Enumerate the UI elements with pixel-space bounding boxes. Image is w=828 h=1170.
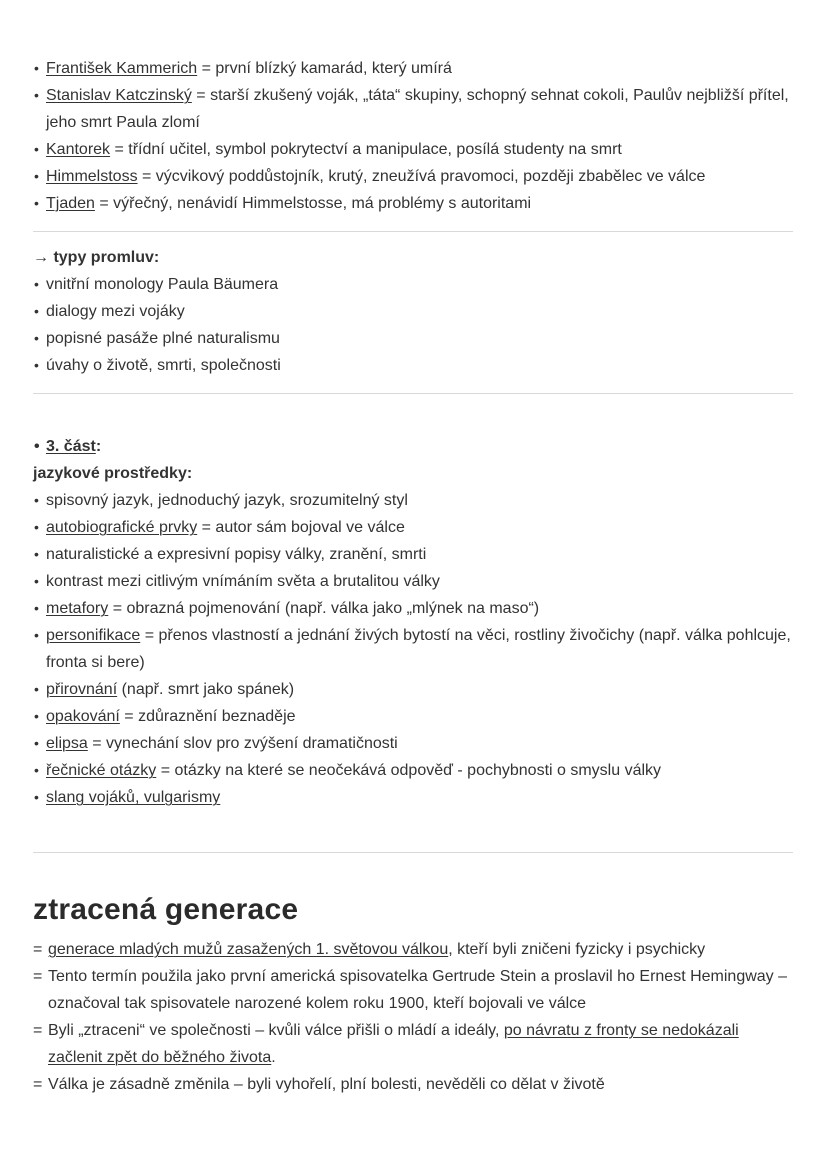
- list-item: [33, 595, 793, 622]
- ztracena-generace-list: [33, 936, 793, 1098]
- text-segment: Himmelstoss: [46, 168, 138, 185]
- jazykove-prostredky-list: [33, 487, 793, 811]
- text-segment: dialogy mezi vojáky: [46, 303, 185, 320]
- text-segment: personifikace: [46, 627, 141, 644]
- page-title-ztracena-generace: [33, 890, 793, 929]
- text-segment: kontrast mezi citlivým vnímáním světa a brutalitou války: [46, 573, 440, 590]
- blank-line-1: [33, 406, 793, 433]
- list-item: [33, 190, 793, 217]
- section-heading-jazykove-prostredky: [33, 460, 793, 487]
- list-item: [33, 433, 793, 460]
- list-item: [33, 487, 793, 514]
- text-segment: = první blízký kamarád, který umírá: [197, 60, 452, 77]
- document-body: [33, 55, 793, 1098]
- text-segment: = obrazná pojmenování (např. válka jako „mlýnek na maso“): [108, 600, 540, 617]
- text-segment: elipsa: [46, 735, 88, 752]
- text-segment: generace mladých mužů zasažených 1. světovou válkou: [48, 941, 449, 958]
- text-segment: , kteří byli zničeni fyzicky i psychicky: [448, 941, 706, 958]
- text-segment: = výřečný, nenávidí Himmelstosse, má problémy s autoritami: [94, 195, 532, 212]
- text-segment: = zdůraznění beznaděje: [119, 708, 296, 725]
- blank-line-2: [33, 811, 793, 838]
- divider-3: [33, 852, 793, 853]
- text-segment: spisovný jazyk, jednoduchý jazyk, srozumitelný styl: [46, 492, 408, 509]
- list-item: [33, 163, 793, 190]
- text-segment: 3. část: [46, 438, 96, 455]
- divider-1: [33, 231, 793, 232]
- list-item: [33, 963, 793, 1017]
- text-segment: = přenos vlastností a jednání živých bytostí na věci, rostliny živočichy (např. válka pohlcuje, fronta si bere): [46, 627, 791, 671]
- text-segment: autobiografické prvky: [46, 519, 198, 536]
- text-segment: Tjaden: [46, 195, 95, 212]
- list-item: [33, 703, 793, 730]
- list-item: [33, 936, 793, 963]
- text-segment: řečnické otázky: [46, 762, 157, 779]
- text-segment: úvahy o životě, smrti, společnosti: [46, 357, 281, 374]
- text-segment: .: [271, 1049, 276, 1066]
- text-segment: → typy promluv:: [33, 249, 160, 266]
- list-item: [33, 352, 793, 379]
- text-segment: František Kammerich: [46, 60, 198, 77]
- characters-list: [33, 55, 793, 217]
- typy-promluv-list: [33, 271, 793, 379]
- text-segment: (např. smrt jako spánek): [117, 681, 295, 698]
- list-item: [33, 514, 793, 541]
- list-item: [33, 730, 793, 757]
- text-segment: Byli „ztraceni“ ve společnosti – kvůli válce přišli o mládí a ideály,: [48, 1022, 504, 1039]
- list-item: [33, 1017, 793, 1071]
- list-item: [33, 784, 793, 811]
- text-segment: jazykové prostředky:: [33, 465, 193, 482]
- text-segment: slang vojáků, vulgarismy: [46, 789, 221, 806]
- list-item: [33, 757, 793, 784]
- list-item: [33, 298, 793, 325]
- list-item: [33, 82, 793, 136]
- list-item: [33, 1071, 793, 1098]
- text-segment: popisné pasáže plné naturalismu: [46, 330, 280, 347]
- text-segment: Stanislav Katczinský: [46, 87, 192, 104]
- list-item: [33, 325, 793, 352]
- text-segment: :: [95, 438, 102, 455]
- text-segment: Kantorek: [46, 141, 111, 158]
- list-item: [33, 136, 793, 163]
- list-item: [33, 568, 793, 595]
- divider-2: [33, 393, 793, 394]
- text-segment: = třídní učitel, symbol pokrytectví a manipulace, posílá studenty na smrt: [110, 141, 622, 158]
- list-item: [33, 676, 793, 703]
- part-3-label: [33, 433, 793, 460]
- text-segment: přirovnání: [46, 681, 118, 698]
- text-segment: opakování: [46, 708, 120, 725]
- text-segment: Tento termín použila jako první americká spisovatelka Gertrude Stein a proslavil ho Ernest Hemingway – označoval tak spisovatele narozené kolem roku 1900, kteří bojovali ve válce: [48, 968, 788, 1012]
- text-segment: = autor sám bojoval ve válce: [197, 519, 405, 536]
- list-item: [33, 622, 793, 676]
- text-segment: = výcvikový poddůstojník, krutý, zneužívá pravomoci, později zbabělec ve válce: [137, 168, 706, 185]
- list-item: [33, 541, 793, 568]
- text-segment: naturalistické a expresivní popisy války, zranění, smrti: [46, 546, 427, 563]
- text-segment: vnitřní monology Paula Bäumera: [46, 276, 279, 293]
- text-segment: = vynechání slov pro zvýšení dramatičnosti: [87, 735, 398, 752]
- text-segment: Válka je zásadně změnila – byli vyhořelí, plní bolesti, nevěděli co dělat v životě: [48, 1076, 605, 1093]
- text-segment: ztracená generace: [33, 893, 299, 926]
- list-item: [33, 271, 793, 298]
- section-heading-typy-promluv: [33, 244, 793, 271]
- text-segment: = otázky na které se neočekává odpověď - pochybnosti o smyslu války: [156, 762, 662, 779]
- text-segment: po návratu z fronty se nedokázali začlenit zpět do běžného života: [48, 1022, 739, 1066]
- text-segment: = starší zkušený voják, „táta“ skupiny, schopný sehnat cokoli, Paulův nejbližší přítel, jeho smrt Paula zlomí: [46, 87, 789, 131]
- list-item: [33, 55, 793, 82]
- text-segment: metafory: [46, 600, 109, 617]
